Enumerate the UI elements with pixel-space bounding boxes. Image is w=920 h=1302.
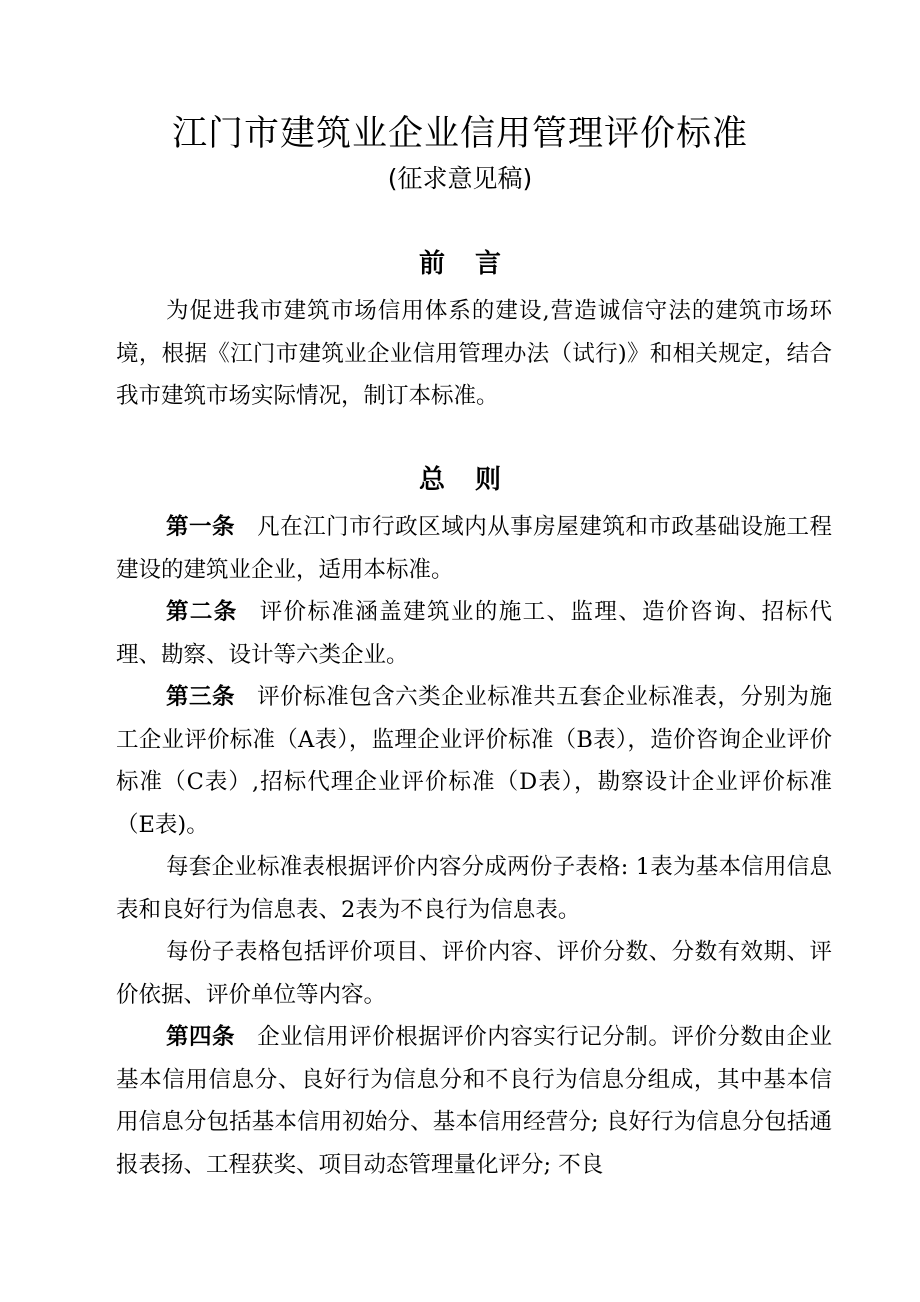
article-4-label: 第四条	[166, 1024, 236, 1050]
general-heading-char-1: 总	[418, 465, 445, 495]
article-4-text: 企业信用评价根据评价内容实行记分制。评价分数由企业基本信用信息分、良好行为信息分和不良行为信息分组成，其中基本信用信息分包括基本信用初始分、基本信用经营分; 良好行为信息分包括通报表扬、工程获奖、项目动态管理量化评分; 不良	[116, 1024, 832, 1178]
article-3-label: 第三条	[166, 684, 236, 710]
general-heading	[0, 462, 920, 498]
general-heading-char-2: 则	[475, 465, 502, 495]
article-3	[116, 676, 832, 846]
general-section	[116, 506, 832, 1186]
article-2-label: 第二条	[166, 599, 238, 625]
article-2	[116, 591, 832, 676]
article-3-text: 评价标准包含六类企业标准共五套企业标准表，分别为施工企业评价标准（A表），监理企业评价标准（B表），造价咨询企业评价标准（C表）,招标代理企业评价标准（D表），勘察设计企业评价标准（E表)。	[116, 684, 832, 838]
article-2-text: 评价标准涵盖建筑业的施工、监理、造价咨询、招标代理、勘察、设计等六类企业。	[116, 599, 832, 668]
article-1-text: 凡在江门市行政区域内从事房屋建筑和市政基础设施工程建设的建筑业企业，适用本标准。	[116, 514, 832, 583]
preface-heading	[0, 246, 920, 282]
article-1	[116, 506, 832, 591]
article-4	[116, 1016, 832, 1186]
article-1-label: 第一条	[166, 514, 236, 540]
preface-section	[116, 290, 832, 418]
article-3-paragraph-3-text: 每份子表格包括评价项目、评价内容、评价分数、分数有效期、评价依据、评价单位等内容。	[116, 939, 832, 1008]
preface-paragraph: 为促进我市建筑市场信用体系的建设,营造诚信守法的建筑市场环境，根据《江门市建筑业企业信用管理办法（试行)》和相关规定，结合我市建筑市场实际情况，制订本标准。	[116, 298, 832, 409]
document-title: 江门市建筑业企业信用管理评价标准	[171, 114, 748, 154]
article-3-paragraph-3	[116, 931, 832, 1016]
preface-heading-char-1: 前	[418, 249, 445, 279]
preface-heading-char-2: 言	[475, 249, 502, 279]
document-subtitle: (征求意见稿)	[387, 164, 533, 193]
article-3-paragraph-2	[116, 846, 832, 931]
article-3-paragraph-2-text: 每套企业标准表根据评价内容分成两份子表格: 1表为基本信用信息表和良好行为信息表、2表为不良行为信息表。	[116, 854, 832, 923]
